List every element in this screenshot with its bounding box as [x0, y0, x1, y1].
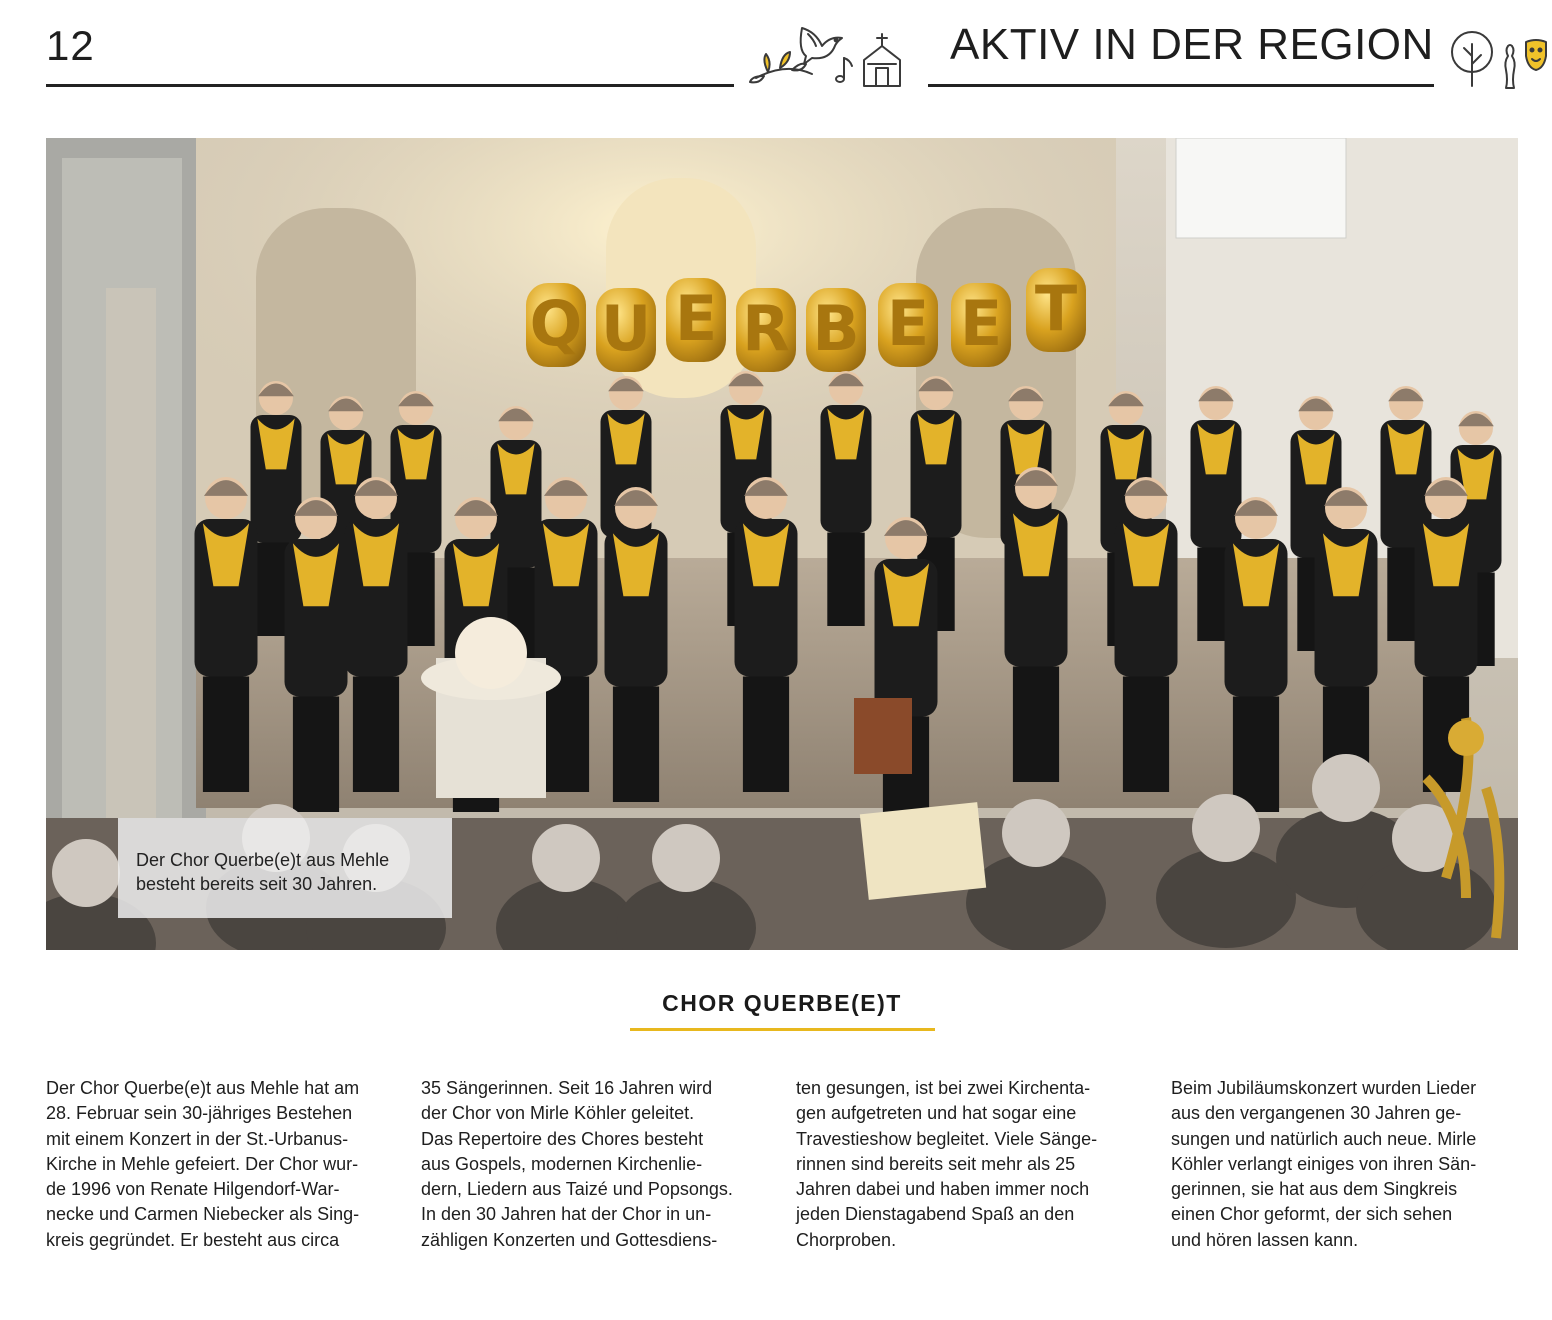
text-line: necke und Carmen Niebecker als Sing-: [46, 1204, 360, 1225]
balloon-letter: [951, 283, 1011, 367]
choir-singer: [605, 487, 668, 802]
text-line: de 1996 von Renate Hilgendorf-War-: [46, 1179, 340, 1200]
sheet-music: [860, 802, 986, 900]
tree-icon: [1452, 32, 1492, 86]
text-line: gerinnen, sie hat aus dem Singkreis: [1171, 1179, 1458, 1200]
article-column-2: [421, 1076, 771, 1253]
header-decoration-right: [1446, 26, 1552, 90]
balloon-letter-text: E: [886, 287, 930, 360]
article-column-1: [46, 1076, 396, 1253]
text-line: gen aufgetreten und hat sogar eine: [796, 1103, 1077, 1124]
text-line: Chorproben.: [796, 1229, 897, 1250]
balloon-letter: [1026, 268, 1086, 352]
text-line: und hören lassen kann.: [1171, 1229, 1359, 1250]
header-decoration-left: [746, 18, 912, 90]
balloon-letter: [666, 278, 726, 362]
caption-line: besteht bereits seit 30 Jahren.: [136, 874, 378, 894]
balloon-letter-text: Q: [529, 287, 583, 360]
branch-icon: [750, 52, 812, 82]
right-window: [1176, 138, 1346, 238]
balloon-letter: [596, 288, 656, 372]
lantern: [455, 617, 527, 689]
text-line: zähligen Konzerten und Gottesdiens-: [421, 1229, 718, 1250]
article-headline: CHOR QUERBE(E)T: [662, 990, 902, 1016]
dove-icon: [801, 28, 842, 64]
text-line: rinnen sind bereits seit mehr als 25: [796, 1153, 1076, 1174]
choir-singer: [1115, 477, 1178, 792]
text-line: aus den vergangenen 30 Jahren ge-: [1171, 1103, 1462, 1124]
balloon-letter-text: B: [812, 292, 860, 365]
text-line: einen Chor geformt, der sich sehen: [1171, 1204, 1453, 1225]
text-line: Das Repertoire des Chores besteht: [421, 1128, 704, 1149]
choir-singer: [195, 477, 258, 792]
text-line: aus Gospels, modernen Kirchenlie-: [421, 1153, 703, 1174]
text-line: jeden Dienstagabend Spaß an den: [796, 1204, 1075, 1225]
bowling-pin-icon: [1505, 45, 1514, 88]
photo-caption: [118, 818, 452, 918]
text-line: sungen und natürlich auch neue. Mirle: [1171, 1128, 1477, 1149]
text-line: mit einem Konzert in der St.-Urbanus-: [46, 1128, 349, 1149]
text-line: 35 Sängerinnen. Seit 16 Jahren wird: [421, 1078, 713, 1098]
page-header: [0, 0, 1552, 100]
choir-singer: [875, 517, 938, 832]
choir-singer: [1005, 467, 1068, 782]
choir-singer: [735, 477, 798, 792]
text-line: ten gesungen, ist bei zwei Kirchenta-: [796, 1078, 1091, 1098]
pillar: [106, 288, 156, 848]
balloon-letter-text: E: [674, 282, 718, 355]
music-note-icon: [836, 58, 852, 82]
section-title: AKTIV IN DER REGION: [950, 20, 1434, 69]
balloon-letter-text: T: [1034, 272, 1078, 345]
article-column-4: [1171, 1076, 1521, 1253]
text-line: Jahren dabei und haben immer noch: [796, 1179, 1090, 1200]
choir-singer: [285, 497, 348, 812]
header-rule-right: [928, 84, 1434, 87]
text-line: In den 30 Jahren hat der Chor in un-: [421, 1204, 712, 1225]
photo-caption-text: [136, 848, 446, 896]
text-line: kreis gegründet. Er besteht aus circa: [46, 1229, 340, 1250]
text-line: Der Chor Querbe(e)t aus Mehle hat am: [46, 1078, 360, 1098]
balloon-letter-text: E: [959, 287, 1003, 360]
caption-line: Der Chor Querbe(e)t aus Mehle: [136, 850, 390, 870]
article-column-3: [796, 1076, 1146, 1253]
church-icon: [864, 34, 900, 86]
page-number: 12: [46, 22, 95, 69]
text-line: 28. Februar sein 30-jähriges Bestehen: [46, 1103, 353, 1124]
balloon-letter: [736, 288, 796, 372]
header-rule-left: [46, 84, 734, 87]
theater-masks-icon: [1526, 40, 1546, 70]
text-line: dern, Liedern aus Taizé und Popsongs.: [421, 1179, 733, 1200]
choir-singer: [1225, 497, 1288, 812]
balloon-letter: [806, 288, 866, 372]
headline-underline: [630, 1028, 935, 1031]
text-line: Beim Jubiläumskonzert wurden Lieder: [1171, 1078, 1477, 1098]
balloon-letter: [526, 283, 586, 367]
choir-singer: [345, 477, 408, 792]
balloon-letter-text: R: [742, 292, 790, 365]
choir-singer: [821, 371, 872, 626]
text-line: Kirche in Mehle gefeiert. Der Chor wur-: [46, 1153, 359, 1174]
balloon-letter-text: U: [600, 292, 652, 365]
text-line: Travestieshow begleitet. Viele Sänge-: [796, 1128, 1098, 1149]
choir-photo: [46, 138, 1518, 950]
text-line: Köhler verlangt einiges von ihren Sän-: [1171, 1153, 1477, 1174]
text-line: der Chor von Mirle Köhler geleitet.: [421, 1103, 695, 1124]
balloon-letter: [878, 283, 938, 367]
cajon: [854, 698, 912, 774]
